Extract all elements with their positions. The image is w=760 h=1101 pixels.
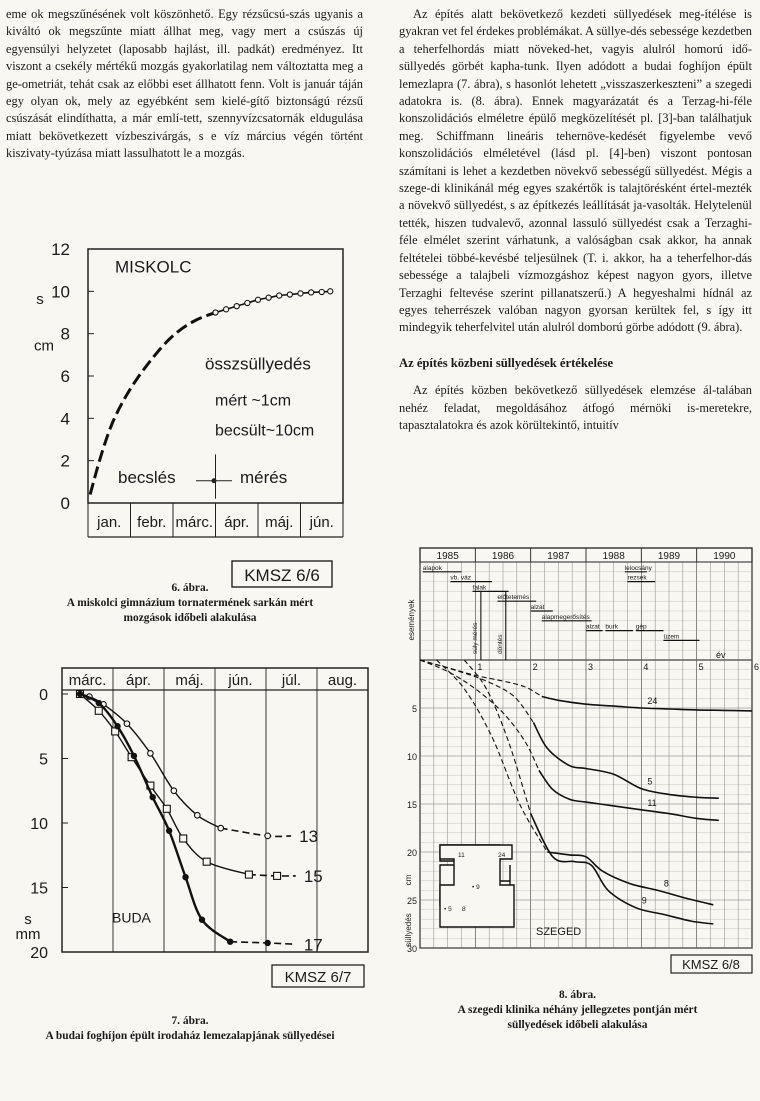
point-15 (245, 871, 252, 878)
event-label: falak (472, 584, 487, 592)
point-13 (171, 788, 177, 794)
plan-label: 8 (462, 906, 466, 913)
meres-point (245, 300, 250, 305)
y-tick-label: 0 (39, 687, 48, 704)
meres-point (287, 292, 292, 297)
meres-point (277, 293, 282, 298)
year-label: 1985 (436, 551, 459, 562)
point-13 (218, 825, 224, 831)
place-label: MISKOLC (115, 257, 192, 277)
point-13 (124, 721, 130, 727)
x-tick-label: 2 (532, 662, 538, 672)
month-label: ápr. (125, 672, 152, 689)
annotation-meres: mérés (240, 467, 288, 487)
series-15-dashed (249, 875, 296, 876)
events-axis-label: események (407, 599, 416, 641)
left-text-column (6, 6, 363, 163)
y-tick-label: 15 (406, 800, 417, 810)
place-label: BUDA (112, 909, 151, 926)
stamp-label: KMSZ 6/7 (284, 969, 352, 986)
meres-point (224, 307, 229, 312)
y-tick-label: 8 (60, 324, 70, 344)
meres-point (213, 310, 218, 315)
annotation-total: összsüllyedés (205, 354, 311, 374)
event-label: alzat (586, 623, 600, 631)
event-label: vb. váz (450, 574, 472, 582)
event-vlabel: döntés (496, 634, 504, 654)
x-tick-label: 5 (698, 662, 704, 672)
stamp-label: KMSZ 6/6 (244, 566, 320, 585)
point-17 (166, 828, 172, 834)
series-label-8: 8 (663, 878, 669, 889)
x-tick-label: 6 (754, 662, 760, 672)
y-tick-label: 10 (406, 752, 417, 762)
meres-point (309, 290, 314, 295)
y-tick-label: 15 (30, 880, 48, 898)
series-17-dashed (230, 942, 296, 945)
point-15 (274, 872, 281, 879)
y-tick-label: 25 (406, 896, 417, 906)
series-label-13: 13 (299, 826, 319, 846)
series-label-15: 15 (303, 866, 323, 886)
plan-label: • 9 (472, 884, 480, 891)
month-label: ápr. (224, 514, 250, 531)
meres-point (255, 297, 260, 302)
event-label: alapok (422, 564, 442, 572)
month-label: márc. (68, 672, 107, 689)
place-label: SZEGED (536, 926, 582, 938)
x-tick-label: 3 (588, 662, 594, 672)
y-unit-label: cm (404, 874, 413, 886)
year-label: 1988 (602, 551, 625, 562)
y-tick-label: 6 (60, 367, 70, 386)
year-label: 1986 (491, 551, 515, 562)
meres-point (234, 304, 239, 309)
series-label-11: 11 (647, 797, 657, 808)
y-tick-label: 5 (411, 704, 417, 714)
meres-point (298, 291, 303, 296)
series-13-dashed (221, 828, 291, 836)
month-label: jan. (97, 514, 122, 531)
meres-point (319, 289, 324, 294)
point-13 (148, 751, 154, 757)
point-15 (203, 858, 210, 865)
right-text-column (399, 6, 752, 434)
y-tick-label: 20 (406, 848, 417, 858)
point-15 (180, 835, 187, 842)
point-17 (114, 723, 120, 729)
x-tick-label: 1 (477, 662, 483, 672)
y-tick-label: 30 (406, 944, 417, 954)
point-15 (95, 707, 102, 714)
month-label: máj. (265, 514, 294, 531)
left-paragraph: eme ok megszűnésének volt köszönhető. Egy rézsűcsú-szás ugyanis a kiváltó ok megszűnte miatt állhat meg, vagy mert a csúszás új egyensúlyi helyzetet (laposabb hajlást, ill. padkát) eredményez. Itt viszont a csekély mértékű mozgás gyakorlatilag nem változtatta meg a ge-ometriát, tehát csak az előbbi eset állhatott fenn. Volt is január táján egy olyan ok, mely az egyébként sem kielé-gítő biztonságú rézsű csúszását elindíthatta, a már emlí-tett, szennyvízcsatornák eldugulása miatt bekövetkezett vízbeszivárgás, s e víz március végén történt kiszivaty-tyúzása miatt lassulhatott le a mozgás. (6, 7, 363, 161)
figure-6-caption-line2: mozgások időbeli alakulása (123, 612, 257, 624)
event-label: alzat (530, 604, 545, 611)
plan-label: • 5 (444, 906, 452, 913)
right-paragraph-2: Az építés közben bekövetkező süllyedések elemzése ál-talában nehéz feladat, megoldásához átfogó mérnöki is-meretekre, tapasztalatokra és azok körültekintő, intuitív (399, 383, 752, 432)
x-axis-year-label: év (716, 650, 726, 660)
point-17 (264, 940, 270, 946)
stamp-label: KMSZ 6/8 (682, 957, 740, 972)
event-label: előtetemés (497, 594, 530, 602)
annotation-measured: mért ~1cm (215, 392, 292, 410)
y-tick-label: 2 (60, 451, 70, 471)
year-label: 1989 (657, 551, 681, 562)
figure-6-caption (20, 581, 360, 626)
y-axis-label: süllyedés (404, 913, 413, 947)
meres-point (266, 295, 271, 300)
event-label: alapmegerősítés (541, 613, 590, 621)
right-paragraph: Az építés alatt bekövetkező kezdeti süllyedések meg-ítélése is gyakran vet fel érdekes problémákat. A süllye-dés sebessége kezdetben a teherfelhordás miatt növeked-het, vagyis alulról homorú idő-süllyedés görbét kapha-tunk. Ilyen adódott a budai foghíjon épült lemezlapra (7. ábra), s hasonlót lehetett „visszaszerkeszteni” a szegedi adatokra is. (8. ábra). Ennek magyarázatát és a Terzag-hi-féle konszolidációs elméletre épülő megközelítését pl. [3]-ban találhatjuk meg. Schiffmann lineáris tehernöve-kedését figyelembe vevő konszolidációs elméletével (lásd pl. [4]-ben) viszont pontosan számítani is lehet a kezdetben növekvő sebességű süllyedést. Mégis a szege-di klinikánál még egyes szakértők is talajtörésként értel-mezték a növekvő süllyedést, s az építkezés leállítását ja-vasolták. Helytelenül tették, hiszen tudvalevő, azonnal lassuló süllyedést csak a Terzaghi-féle elmélet szerint várhatunk, a valóságban csak akkor, ha annak feltételei többé-kevésbé teljesülnek (T. i. akkor, ha a teherfelhor-dás sebessége a talajbeli vízmozgáshoz képest nagyon gyors, illetve Terzaghi feltevése szerint pillanatszerű.) A hegyeshalmi hídnál az egyes teherrészek valóban nagyon gyorsan kerültek fel, s így itt mindegyik teherfelvitel után alulról domború görbe adódott (9. ábra). (399, 7, 752, 335)
point-17 (182, 874, 188, 880)
point-17 (199, 917, 205, 923)
figure-7-caption-line1: A budai foghíjon épült irodaház lemezalapjának süllyedései (45, 1030, 335, 1042)
event-label: gép (635, 623, 647, 631)
meres-point (328, 289, 333, 294)
y-tick-label: 0 (60, 494, 70, 513)
y-tick-label: 5 (39, 751, 48, 769)
point-13 (265, 833, 271, 839)
y-tick-label: 10 (30, 816, 48, 833)
unit-cm-label: cm (34, 337, 54, 355)
series-label-24: 24 (647, 696, 658, 706)
point-17 (96, 700, 102, 706)
point-13 (195, 812, 201, 818)
series-5 (533, 722, 718, 798)
series-label-9: 9 (641, 895, 647, 906)
figure-7-caption (5, 1014, 375, 1044)
event-label: burk (605, 623, 619, 631)
series-17 (80, 694, 230, 942)
figure-6-number: 6. ábra. (171, 582, 209, 594)
point-15 (163, 805, 170, 812)
plan-label: 24 (498, 852, 506, 859)
figure-8-chart (390, 540, 760, 985)
unit-s-label: s (24, 910, 32, 928)
event-label: rezsek (627, 574, 647, 582)
event-label: üzem (663, 633, 680, 641)
figure-6-caption-line1: A miskolci gimnázium tornatermének sarkán mért (66, 597, 314, 609)
point-17 (150, 794, 156, 800)
series-11-dashed (420, 660, 539, 770)
figure-7-number: 7. ábra. (171, 1015, 209, 1027)
event-vlabel: súly mérés (471, 622, 479, 654)
figure-8-caption-line1: A szegedi klinika néhány jellegzetes pontján mért (457, 1004, 698, 1016)
figure-7-chart (0, 660, 380, 1010)
figure-8-caption (400, 988, 755, 1033)
y-tick-label: 20 (30, 945, 48, 962)
annotation-estimated: becsült~10cm (215, 422, 315, 440)
point-17 (77, 691, 83, 697)
unit-mm-label: mm (15, 926, 41, 944)
month-label: márc. (175, 514, 213, 531)
point-17 (227, 938, 233, 944)
series-11 (539, 770, 719, 820)
y-tick-label: 4 (60, 409, 70, 429)
month-label: jún. (309, 514, 334, 531)
y-tick-label: 10 (51, 282, 70, 302)
month-label: júl. (281, 672, 302, 689)
year-label: 1990 (713, 551, 736, 562)
y-tick-label: 12 (51, 240, 70, 259)
x-tick-label: 4 (643, 662, 649, 672)
series-label-17: 17 (303, 935, 323, 955)
series-9 (531, 814, 714, 924)
event-label: lelocsány (624, 564, 652, 572)
unit-s-label: s (36, 291, 44, 309)
month-label: jún. (228, 672, 253, 689)
section-heading: Az építés közbeni süllyedések értékelése (399, 355, 614, 370)
figure-8-number: 8. ábra. (558, 989, 597, 1001)
figure-8-caption-line2: süllyedések időbeli alakulása (507, 1019, 648, 1031)
series-label-5: 5 (647, 776, 653, 787)
month-label: aug. (327, 672, 358, 689)
point-17 (131, 753, 137, 759)
month-label: febr. (137, 514, 167, 531)
plan-label: 11 (458, 852, 465, 859)
month-label: máj. (175, 672, 204, 689)
annotation-becsles: becslés (118, 467, 176, 487)
figure-6-chart (0, 235, 380, 585)
year-label: 1987 (547, 551, 570, 562)
